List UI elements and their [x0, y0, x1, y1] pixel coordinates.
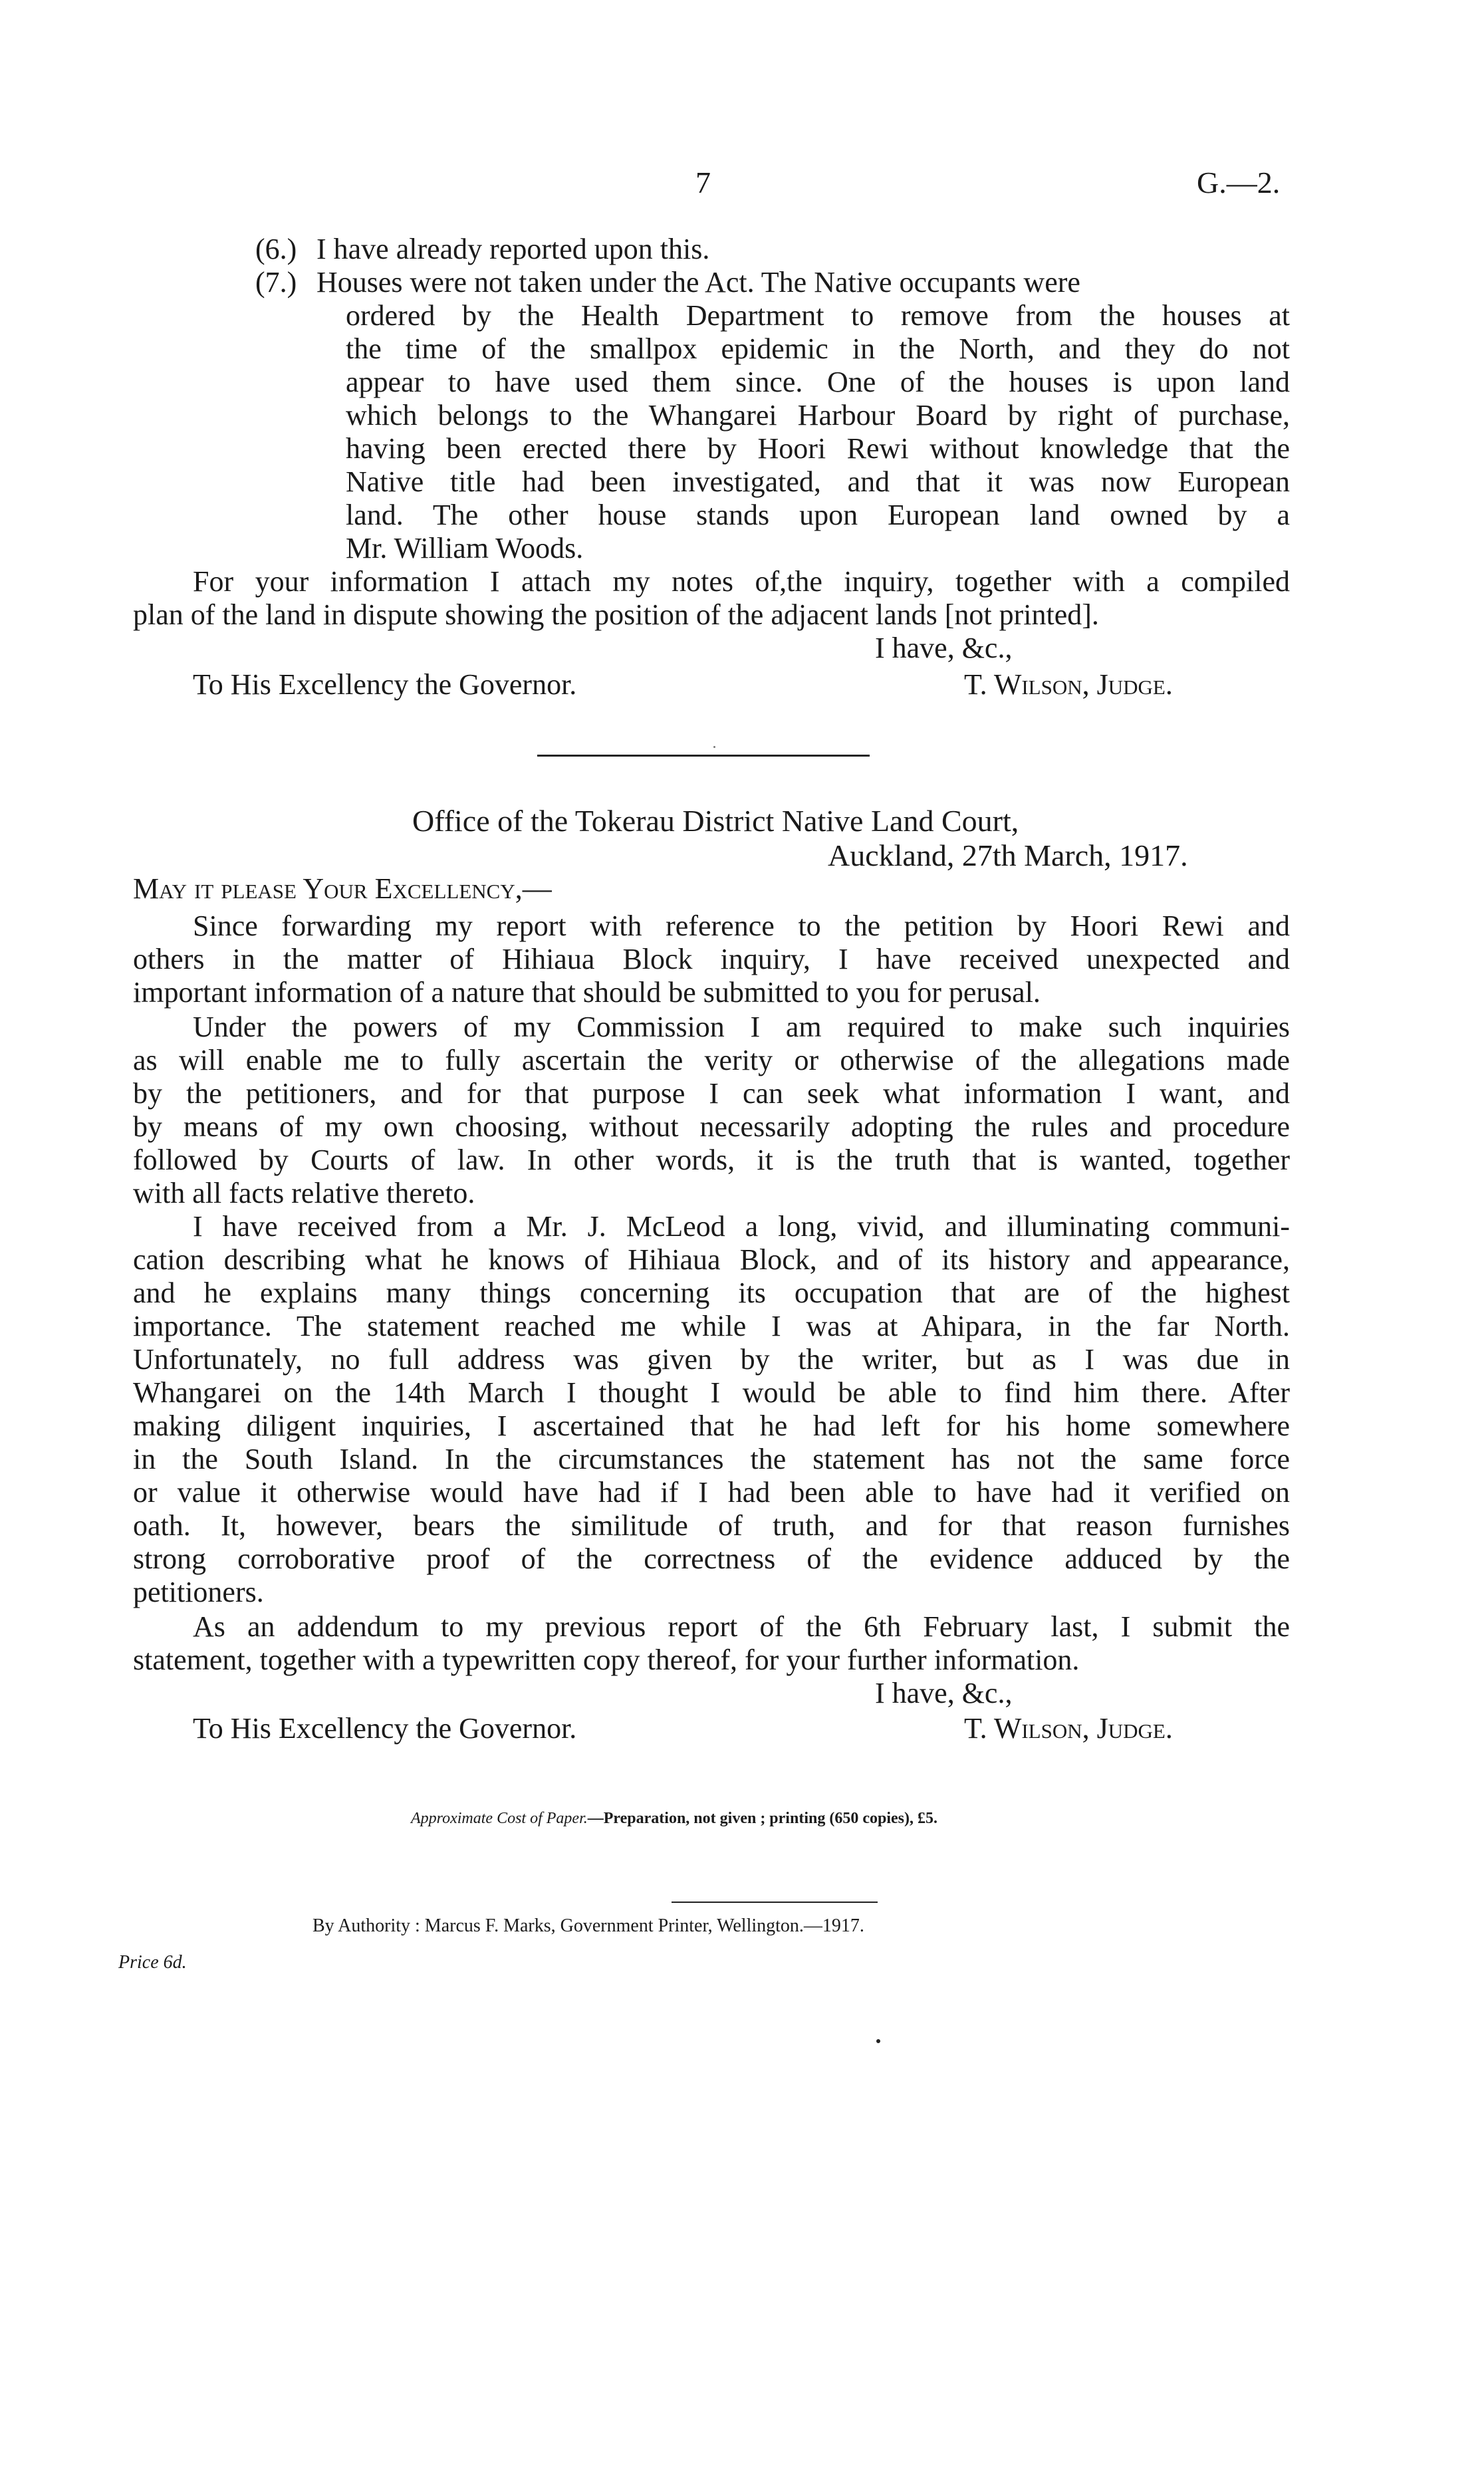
section-divider [537, 755, 870, 757]
paragraph-line: As an addendum to my previous report of the 6th February last, I submit the [193, 1610, 1290, 1643]
closing-addressee: To His Excellency the Governor. [193, 668, 577, 701]
closing-i-have: I have, &c., [875, 1677, 1013, 1709]
paragraph-line: Under the powers of my Commission I am required to make such inquiries [193, 1011, 1290, 1043]
price: Price 6d. [118, 1952, 187, 1973]
office-heading: Office of the Tokerau District Native Land Court, [412, 804, 1019, 838]
paragraph-line: as will enable me to fully ascertain the verity or otherwise of the allegations made [133, 1044, 1290, 1076]
paragraph-line: Unfortunately, no full address was given by the writer, but as I was due in [133, 1343, 1290, 1376]
cost-note [411, 1808, 937, 1828]
paragraph-line: I have received from a Mr. J. McLeod a long, vivid, and illuminating communi- [193, 1210, 1290, 1243]
closing-addressee: To His Excellency the Governor. [193, 1712, 577, 1745]
item-number: (7.) [255, 266, 297, 299]
closing-signer: T. Wilson, Judge. [964, 668, 1173, 701]
item-number: (6.) [255, 233, 297, 265]
paragraph-line: cation describing what he knows of Hihiaua Block, and of its history and appearance, [133, 1243, 1290, 1276]
cost-label: Approximate Cost of Paper. [411, 1810, 588, 1827]
cost-text: —Preparation, not given ; printing (650 copies), £5. [587, 1810, 937, 1827]
item-text-line: I have already reported upon this. [316, 233, 710, 265]
paragraph-line: in the South Island. In the circumstances the statement has not the same force [133, 1443, 1290, 1475]
page-number: 7 [695, 166, 711, 199]
attachment-paragraph-line: For your information I attach my notes of,the inquiry, together with a compiled [193, 565, 1290, 598]
attachment-paragraph-line: plan of the land in dispute showing the position of the adjacent lands [not printed]. [133, 598, 1099, 631]
closing-i-have: I have, &c., [875, 632, 1013, 664]
closing-signer: T. Wilson, Judge. [964, 1712, 1173, 1745]
paragraph-line: followed by Courts of law. In other words, it is the truth that is wanted, together [133, 1144, 1290, 1176]
salutation: May it please Your Excellency,— [133, 872, 552, 905]
paragraph-line: statement, together with a typewritten copy thereof, for your further information. [133, 1644, 1080, 1676]
paragraph-line: petitioners. [133, 1576, 264, 1608]
ink-speck [876, 2039, 880, 2043]
item-text-line: Native title had been investigated, and that it was now European [346, 465, 1290, 498]
item-text-line: having been erected there by Hoori Rewi without knowledge that the [346, 432, 1290, 465]
item-text-line: appear to have used them since. One of the houses is upon land [346, 366, 1290, 398]
item-text-line: the time of the smallpox epidemic in the North, and they do not [346, 332, 1290, 365]
place-date: Auckland, 27th March, 1917. [828, 838, 1188, 872]
paragraph-line: Since forwarding my report with reference to the petition by Hoori Rewi and [193, 910, 1290, 942]
paragraph-line: with all facts relative thereto. [133, 1177, 475, 1209]
paragraph-line: importance. The statement reached me while I was at Ahipara, in the far North. [133, 1310, 1290, 1342]
paragraph-line: important information of a nature that should be submitted to you for perusal. [133, 976, 1041, 1009]
item-text-line: Houses were not taken under the Act. The Native occupants were [316, 266, 1080, 299]
item-text-line: ordered by the Health Department to remove from the houses at [346, 299, 1290, 332]
paragraph-line: and he explains many things concerning its occupation that are of the highest [133, 1277, 1290, 1309]
item-text-line: which belongs to the Whangarei Harbour Board by right of purchase, [346, 399, 1290, 432]
paragraph-line: or value it otherwise would have had if I had been able to have had it verified on [133, 1476, 1290, 1509]
authority-line: By Authority : Marcus F. Marks, Government Printer, Wellington.—1917. [312, 1915, 864, 1936]
paragraph-line: oath. It, however, bears the similitude of truth, and for that reason furnishes [133, 1509, 1290, 1542]
paragraph-line: by means of my own choosing, without necessarily adopting the rules and procedure [133, 1110, 1290, 1143]
paragraph-line: others in the matter of Hihiaua Block inquiry, I have received unexpected and [133, 943, 1290, 975]
item-text-line: Mr. William Woods. [346, 532, 584, 564]
footer-divider [672, 1902, 878, 1903]
document-reference: G.—2. [1197, 166, 1281, 199]
paragraph-line: Whangarei on the 14th March I thought I would be able to find him there. After [133, 1376, 1290, 1409]
ink-speck [713, 746, 715, 748]
paragraph-line: making diligent inquiries, I ascertained that he had left for his home somewhere [133, 1410, 1290, 1442]
paragraph-line: by the petitioners, and for that purpose I can seek what information I want, and [133, 1077, 1290, 1110]
paragraph-line: strong corroborative proof of the correctness of the evidence adduced by the [133, 1542, 1290, 1575]
item-text-line: land. The other house stands upon European land owned by a [346, 499, 1290, 531]
